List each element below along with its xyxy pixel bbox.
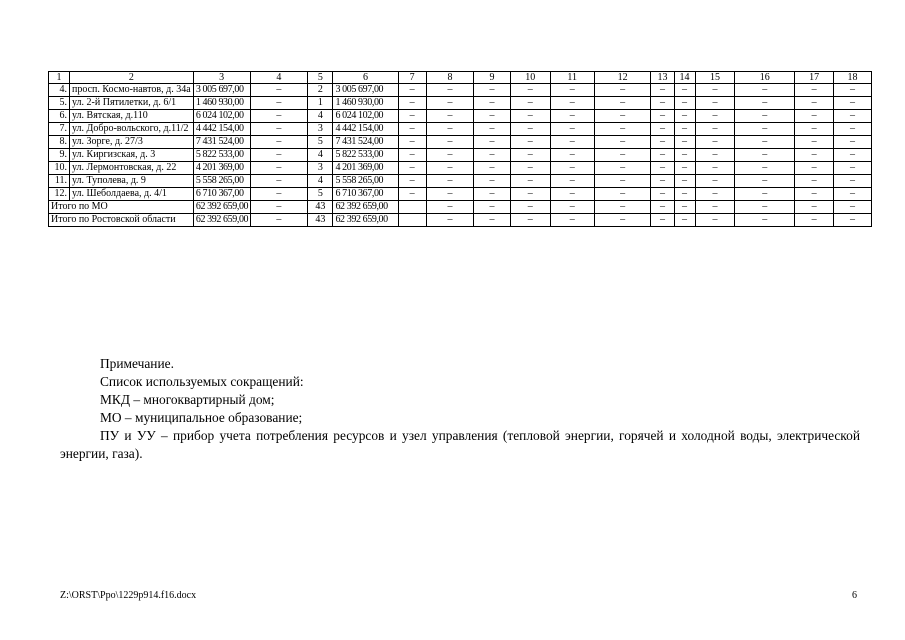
row-address: просп. Космо-навтов, д. 34а xyxy=(69,84,193,97)
row-dash-cell: – xyxy=(398,123,426,136)
note-mo: МО – муниципальное образование; xyxy=(100,410,303,425)
row-dash-cell: – xyxy=(594,84,651,97)
totals-dash-cell: – xyxy=(594,214,651,227)
totals-value-col4: – xyxy=(250,201,308,214)
row-dash-cell: – xyxy=(594,136,651,149)
row-dash-cell: – xyxy=(510,123,550,136)
note-mkd: МКД – многоквартирный дом; xyxy=(100,392,275,407)
row-value-col4: – xyxy=(250,84,308,97)
totals-dash-cell: – xyxy=(651,214,674,227)
row-dash-cell: – xyxy=(426,175,473,188)
totals-value-col5: 43 xyxy=(308,201,333,214)
totals-value-col6: 62 392 659,00 xyxy=(333,214,398,227)
totals-value-col4: – xyxy=(250,214,308,227)
row-number: 12. xyxy=(49,188,70,201)
header-cell: 1 xyxy=(49,72,70,84)
totals-value-col5: 43 xyxy=(308,214,333,227)
totals-dash-cell: – xyxy=(474,201,511,214)
row-dash-cell: – xyxy=(398,188,426,201)
totals-dash-cell: – xyxy=(795,214,834,227)
row-value-col4: – xyxy=(250,123,308,136)
row-value-col6: 5 558 265,00 xyxy=(333,175,398,188)
row-dash-cell: – xyxy=(550,188,594,201)
row-address: ул. Зорге, д. 27/3 xyxy=(69,136,193,149)
table-row xyxy=(49,84,872,97)
row-value-col6: 3 005 697,00 xyxy=(333,84,398,97)
row-dash-cell: – xyxy=(426,84,473,97)
row-value-col4: – xyxy=(250,188,308,201)
totals-dash-cell: – xyxy=(695,214,735,227)
row-dash-cell: – xyxy=(795,162,834,175)
table-row xyxy=(49,188,872,201)
row-dash-cell: – xyxy=(510,110,550,123)
totals-dash-cell: – xyxy=(510,201,550,214)
row-dash-cell: – xyxy=(550,123,594,136)
header-cell: 9 xyxy=(474,72,511,84)
row-dash-cell: – xyxy=(651,162,674,175)
row-dash-cell: – xyxy=(510,149,550,162)
row-value-col5: 1 xyxy=(308,97,333,110)
row-dash-cell: – xyxy=(550,110,594,123)
row-value-col3: 3 005 697,00 xyxy=(193,84,250,97)
header-cell: 11 xyxy=(550,72,594,84)
totals-dash-cell: – xyxy=(426,201,473,214)
totals-row xyxy=(49,201,872,214)
row-dash-cell: – xyxy=(834,84,872,97)
row-dash-cell: – xyxy=(426,97,473,110)
row-dash-cell: – xyxy=(510,162,550,175)
row-value-col5: 4 xyxy=(308,175,333,188)
row-dash-cell: – xyxy=(426,162,473,175)
row-address: ул. Туполева, д. 9 xyxy=(69,175,193,188)
row-dash-cell: – xyxy=(834,175,872,188)
totals-value-col3: 62 392 659,00 xyxy=(193,201,250,214)
totals-dash-cell: – xyxy=(594,201,651,214)
totals-dash-cell: – xyxy=(834,214,872,227)
row-dash-cell: – xyxy=(695,162,735,175)
row-value-col5: 2 xyxy=(308,84,333,97)
row-value-col3: 6 710 367,00 xyxy=(193,188,250,201)
row-dash-cell: – xyxy=(594,175,651,188)
totals-dash-cell: – xyxy=(674,201,695,214)
row-dash-cell: – xyxy=(735,136,795,149)
row-dash-cell: – xyxy=(651,188,674,201)
row-dash-cell: – xyxy=(834,149,872,162)
totals-dash-cell: – xyxy=(474,214,511,227)
row-address: ул. Вятская, д.110 xyxy=(69,110,193,123)
row-dash-cell: – xyxy=(674,136,695,149)
row-dash-cell: – xyxy=(834,123,872,136)
totals-dash-cell: – xyxy=(510,214,550,227)
header-cell: 4 xyxy=(250,72,308,84)
row-dash-cell: – xyxy=(398,136,426,149)
totals-empty-cell xyxy=(398,201,426,214)
row-value-col6: 6 710 367,00 xyxy=(333,188,398,201)
row-dash-cell: – xyxy=(594,188,651,201)
row-dash-cell: – xyxy=(550,84,594,97)
row-dash-cell: – xyxy=(695,149,735,162)
note-title: Примечание. xyxy=(100,356,174,371)
row-dash-cell: – xyxy=(735,110,795,123)
row-number: 8. xyxy=(49,136,70,149)
totals-dash-cell: – xyxy=(834,201,872,214)
row-dash-cell: – xyxy=(695,110,735,123)
row-dash-cell: – xyxy=(651,136,674,149)
header-cell: 17 xyxy=(795,72,834,84)
row-dash-cell: – xyxy=(795,175,834,188)
row-dash-cell: – xyxy=(695,84,735,97)
header-cell: 3 xyxy=(193,72,250,84)
header-cell: 14 xyxy=(674,72,695,84)
row-dash-cell: – xyxy=(510,84,550,97)
row-dash-cell: – xyxy=(398,110,426,123)
row-dash-cell: – xyxy=(674,149,695,162)
row-dash-cell: – xyxy=(510,175,550,188)
row-dash-cell: – xyxy=(795,110,834,123)
row-dash-cell: – xyxy=(674,97,695,110)
row-dash-cell: – xyxy=(674,123,695,136)
row-value-col6: 7 431 524,00 xyxy=(333,136,398,149)
row-dash-cell: – xyxy=(674,188,695,201)
totals-label: Итого по Ростовской области xyxy=(49,214,194,227)
row-value-col5: 5 xyxy=(308,136,333,149)
totals-dash-cell: – xyxy=(550,214,594,227)
row-dash-cell: – xyxy=(735,84,795,97)
row-dash-cell: – xyxy=(695,123,735,136)
row-dash-cell: – xyxy=(695,188,735,201)
header-cell: 6 xyxy=(333,72,398,84)
row-dash-cell: – xyxy=(426,149,473,162)
header-cell: 7 xyxy=(398,72,426,84)
table-row xyxy=(49,123,872,136)
row-dash-cell: – xyxy=(594,97,651,110)
row-dash-cell: – xyxy=(474,123,511,136)
row-dash-cell: – xyxy=(735,188,795,201)
row-dash-cell: – xyxy=(594,110,651,123)
row-value-col4: – xyxy=(250,136,308,149)
row-number: 6. xyxy=(49,110,70,123)
header-row xyxy=(49,72,872,84)
row-dash-cell: – xyxy=(594,149,651,162)
row-dash-cell: – xyxy=(398,175,426,188)
row-dash-cell: – xyxy=(674,162,695,175)
row-dash-cell: – xyxy=(510,136,550,149)
row-value-col3: 6 024 102,00 xyxy=(193,110,250,123)
row-dash-cell: – xyxy=(474,149,511,162)
table-row xyxy=(49,162,872,175)
row-dash-cell: – xyxy=(834,188,872,201)
totals-dash-cell: – xyxy=(735,201,795,214)
totals-empty-cell xyxy=(398,214,426,227)
row-number: 9. xyxy=(49,149,70,162)
row-address: ул. Добро-вольского, д.11/2 xyxy=(69,123,193,136)
totals-dash-cell: – xyxy=(735,214,795,227)
header-cell: 16 xyxy=(735,72,795,84)
row-dash-cell: – xyxy=(651,123,674,136)
row-dash-cell: – xyxy=(674,84,695,97)
row-dash-cell: – xyxy=(735,162,795,175)
row-dash-cell: – xyxy=(426,123,473,136)
row-value-col4: – xyxy=(250,110,308,123)
totals-dash-cell: – xyxy=(426,214,473,227)
row-dash-cell: – xyxy=(735,149,795,162)
row-number: 7. xyxy=(49,123,70,136)
row-dash-cell: – xyxy=(474,136,511,149)
table-row xyxy=(49,136,872,149)
header-cell: 10 xyxy=(510,72,550,84)
row-dash-cell: – xyxy=(398,97,426,110)
row-dash-cell: – xyxy=(594,123,651,136)
totals-dash-cell: – xyxy=(674,214,695,227)
note-abbr-intro: Список используемых сокращений: xyxy=(100,374,304,389)
row-dash-cell: – xyxy=(795,97,834,110)
header-cell: 12 xyxy=(594,72,651,84)
row-number: 11. xyxy=(49,175,70,188)
row-dash-cell: – xyxy=(510,97,550,110)
row-dash-cell: – xyxy=(695,97,735,110)
row-value-col5: 5 xyxy=(308,188,333,201)
row-value-col3: 4 442 154,00 xyxy=(193,123,250,136)
note-pu: ПУ и УУ – прибор учета потребления ресурсов и узел управления (тепловой энергии, горячей и холодной воды, электрической энергии, газа). xyxy=(60,428,860,461)
row-dash-cell: – xyxy=(474,97,511,110)
totals-dash-cell: – xyxy=(651,201,674,214)
row-value-col3: 5 822 533,00 xyxy=(193,149,250,162)
row-dash-cell: – xyxy=(651,175,674,188)
row-value-col6: 4 442 154,00 xyxy=(333,123,398,136)
row-dash-cell: – xyxy=(795,123,834,136)
totals-dash-cell: – xyxy=(550,201,594,214)
row-dash-cell: – xyxy=(651,149,674,162)
totals-value-col6: 62 392 659,00 xyxy=(333,201,398,214)
row-address: ул. 2-й Пятилетки, д. 6/1 xyxy=(69,97,193,110)
header-cell: 13 xyxy=(651,72,674,84)
row-address: ул. Киргизская, д. 3 xyxy=(69,149,193,162)
row-value-col3: 7 431 524,00 xyxy=(193,136,250,149)
totals-dash-cell: – xyxy=(695,201,735,214)
footer-file-path: Z:\ORST\Ppo\1229p914.f16.docx xyxy=(60,590,197,601)
row-value-col3: 5 558 265,00 xyxy=(193,175,250,188)
row-dash-cell: – xyxy=(474,175,511,188)
table-row xyxy=(49,97,872,110)
row-dash-cell: – xyxy=(651,84,674,97)
row-dash-cell: – xyxy=(474,188,511,201)
row-dash-cell: – xyxy=(651,97,674,110)
row-dash-cell: – xyxy=(550,97,594,110)
row-dash-cell: – xyxy=(398,84,426,97)
row-value-col4: – xyxy=(250,162,308,175)
header-cell: 2 xyxy=(69,72,193,84)
row-dash-cell: – xyxy=(474,110,511,123)
row-dash-cell: – xyxy=(834,136,872,149)
row-dash-cell: – xyxy=(426,188,473,201)
row-dash-cell: – xyxy=(651,110,674,123)
row-dash-cell: – xyxy=(510,188,550,201)
row-value-col4: – xyxy=(250,175,308,188)
row-value-col5: 4 xyxy=(308,149,333,162)
totals-value-col3: 62 392 659,00 xyxy=(193,214,250,227)
header-cell: 8 xyxy=(426,72,473,84)
row-dash-cell: – xyxy=(594,162,651,175)
row-dash-cell: – xyxy=(674,110,695,123)
table-row xyxy=(49,149,872,162)
row-dash-cell: – xyxy=(695,175,735,188)
row-address: ул. Шеболдаева, д. 4/1 xyxy=(69,188,193,201)
totals-dash-cell: – xyxy=(795,201,834,214)
row-value-col6: 6 024 102,00 xyxy=(333,110,398,123)
header-cell: 15 xyxy=(695,72,735,84)
row-dash-cell: – xyxy=(550,162,594,175)
row-dash-cell: – xyxy=(834,110,872,123)
row-number: 4. xyxy=(49,84,70,97)
row-dash-cell: – xyxy=(795,149,834,162)
row-number: 5. xyxy=(49,97,70,110)
row-dash-cell: – xyxy=(426,110,473,123)
row-value-col4: – xyxy=(250,97,308,110)
row-dash-cell: – xyxy=(474,162,511,175)
table-row xyxy=(49,175,872,188)
table-row xyxy=(49,110,872,123)
row-dash-cell: – xyxy=(795,84,834,97)
row-value-col6: 4 201 369,00 xyxy=(333,162,398,175)
row-dash-cell: – xyxy=(735,123,795,136)
row-dash-cell: – xyxy=(398,149,426,162)
row-dash-cell: – xyxy=(550,149,594,162)
row-value-col5: 3 xyxy=(308,123,333,136)
header-cell: 5 xyxy=(308,72,333,84)
notes-block xyxy=(60,355,860,463)
row-dash-cell: – xyxy=(426,136,473,149)
row-value-col6: 1 460 930,00 xyxy=(333,97,398,110)
row-value-col4: – xyxy=(250,149,308,162)
row-dash-cell: – xyxy=(795,136,834,149)
row-dash-cell: – xyxy=(735,175,795,188)
row-dash-cell: – xyxy=(834,97,872,110)
row-dash-cell: – xyxy=(795,188,834,201)
row-value-col6: 5 822 533,00 xyxy=(333,149,398,162)
row-dash-cell: – xyxy=(735,97,795,110)
row-value-col5: 4 xyxy=(308,110,333,123)
row-dash-cell: – xyxy=(398,162,426,175)
row-dash-cell: – xyxy=(834,162,872,175)
row-value-col3: 4 201 369,00 xyxy=(193,162,250,175)
row-dash-cell: – xyxy=(550,175,594,188)
totals-row xyxy=(49,214,872,227)
row-dash-cell: – xyxy=(695,136,735,149)
row-address: ул. Лермонтовская, д. 22 xyxy=(69,162,193,175)
row-number: 10. xyxy=(49,162,70,175)
header-cell: 18 xyxy=(834,72,872,84)
data-table xyxy=(48,71,872,227)
row-dash-cell: – xyxy=(550,136,594,149)
row-value-col5: 3 xyxy=(308,162,333,175)
page-number: 6 xyxy=(852,590,857,601)
row-dash-cell: – xyxy=(674,175,695,188)
row-dash-cell: – xyxy=(474,84,511,97)
row-value-col3: 1 460 930,00 xyxy=(193,97,250,110)
totals-label: Итого по МО xyxy=(49,201,194,214)
